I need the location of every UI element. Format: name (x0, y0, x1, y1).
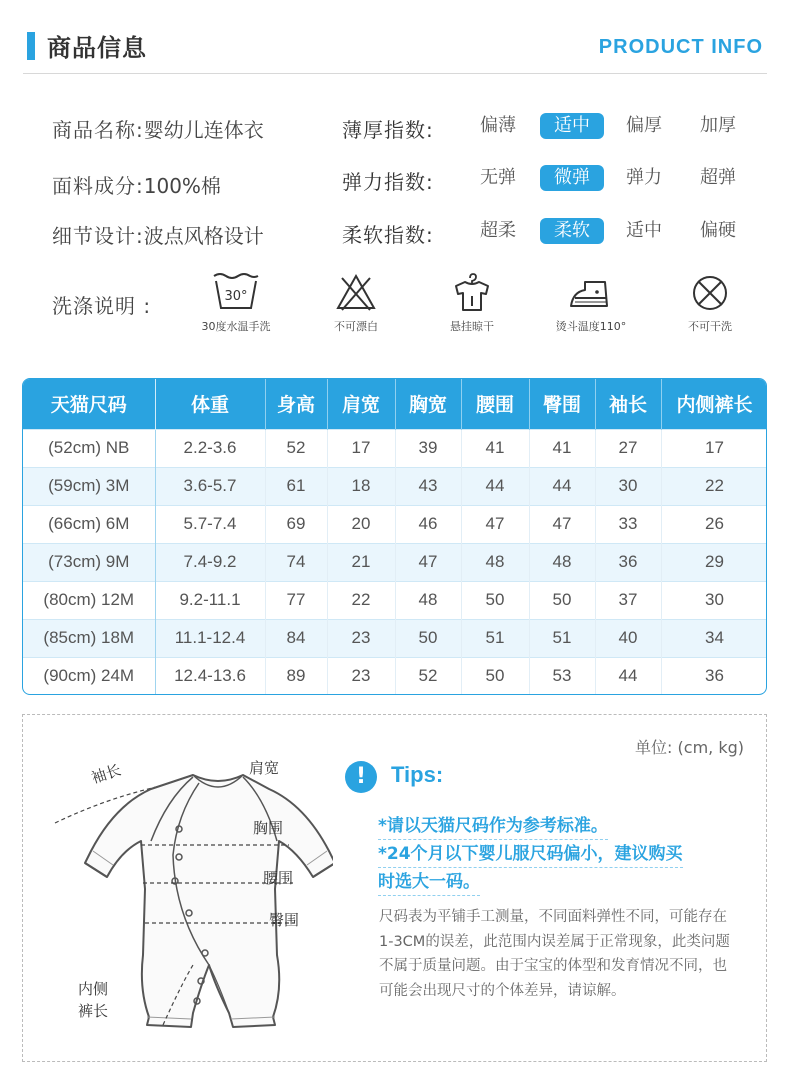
table-cell: 21 (327, 543, 395, 581)
table-cell: 47 (395, 543, 461, 581)
table-cell: 44 (595, 657, 661, 695)
wash-caption: 烫斗温度110° (555, 320, 627, 333)
table-cell: 50 (461, 657, 529, 695)
chest-label: 胸围 (253, 819, 284, 837)
table-row (23, 543, 767, 581)
section-header (23, 22, 767, 74)
table-cell: 33 (595, 505, 661, 543)
table-cell: 50 (461, 581, 529, 619)
detail-key: 细节设计: (52, 224, 144, 248)
table-cell: 23 (327, 657, 395, 695)
table-cell: 30 (661, 581, 767, 619)
fabric-value: 100%棉 (143, 174, 221, 198)
thickness-option-selected: 适中 (540, 113, 604, 139)
column-header: 体重 (155, 379, 265, 429)
table-cell: 44 (461, 467, 529, 505)
section-title-en: PRODUCT INFO (598, 36, 763, 58)
table-cell: 52 (395, 657, 461, 695)
iron-icon (567, 272, 615, 312)
table-cell: 23 (327, 619, 395, 657)
detail-row (52, 220, 264, 249)
column-header: 腰围 (461, 379, 529, 429)
table-cell: 17 (327, 429, 395, 467)
table-cell: 7.4-9.2 (155, 543, 265, 581)
softness-option: 偏硬 (700, 220, 736, 241)
tips-note: 尺码表为平铺手工测量，不同面料弹性不同，可能存在1-3CM的误差，此范围内误差属于正常现象，此类问题不属于质量问题。由于宝宝的体型和发育情况不同，也可能会出现尺寸的个体差异，请谅解。 (379, 909, 730, 999)
table-row (23, 505, 767, 543)
table-cell: 18 (327, 467, 395, 505)
table-cell: 69 (265, 505, 327, 543)
wash-caption: 悬挂晾干 (450, 320, 494, 333)
wash-caption: 30度水温手洗 (201, 320, 271, 333)
tip-line: 时选大一码。 (378, 867, 480, 896)
section-title: 商品信息 (47, 34, 147, 62)
table-cell: 77 (265, 581, 327, 619)
column-header: 内侧裤长 (661, 379, 767, 429)
table-cell: 3.6-5.7 (155, 467, 265, 505)
washing-label: 洗涤说明 : (52, 294, 152, 318)
column-header: 身高 (265, 379, 327, 429)
table-cell: 74 (265, 543, 327, 581)
size-cell: (73cm) 9M (23, 543, 155, 581)
table-cell: 43 (395, 467, 461, 505)
table-cell: 26 (661, 505, 767, 543)
table-cell: 2.2-3.6 (155, 429, 265, 467)
wash-30-icon (212, 272, 260, 312)
wash-item (186, 272, 286, 334)
table-cell: 27 (595, 429, 661, 467)
table-cell: 5.7-7.4 (155, 505, 265, 543)
table-cell: 51 (461, 619, 529, 657)
table-cell: 84 (265, 619, 327, 657)
table-cell: 48 (461, 543, 529, 581)
table-cell: 48 (395, 581, 461, 619)
wash-caption: 不可干洗 (688, 320, 732, 333)
size-table (22, 378, 767, 695)
wash-item (541, 272, 641, 334)
fabric-key: 面料成分: (52, 174, 144, 198)
exclamation-icon: ! (345, 761, 377, 793)
tip-line: *请以天猫尺码作为参考标准。 (378, 811, 608, 840)
size-cell: (90cm) 24M (23, 657, 155, 695)
product-name-row (52, 114, 264, 143)
tip-line: *24个月以下婴儿服尺码偏小，建议购买 (378, 839, 683, 868)
thickness-label: 薄厚指数: (342, 118, 434, 142)
table-cell: 30 (595, 467, 661, 505)
softness-label: 柔软指数: (342, 223, 434, 247)
hang-dry-icon (448, 272, 496, 312)
detail-value: 波点风格设计 (143, 224, 264, 248)
table-cell: 52 (265, 429, 327, 467)
table-cell: 39 (395, 429, 461, 467)
inseam-label-1: 内侧 (78, 980, 109, 998)
table-cell: 22 (327, 581, 395, 619)
thickness-option: 偏薄 (480, 115, 516, 136)
wash-temp-text: 30° (224, 289, 248, 304)
table-cell: 17 (661, 429, 767, 467)
shoulder-label: 肩宽 (249, 759, 280, 777)
table-cell: 37 (595, 581, 661, 619)
column-header: 胸宽 (395, 379, 461, 429)
table-cell: 12.4-13.6 (155, 657, 265, 695)
table-cell: 40 (595, 619, 661, 657)
fabric-row (52, 170, 221, 199)
wash-item (306, 272, 406, 334)
softness-option: 超柔 (480, 220, 516, 241)
size-cell: (59cm) 3M (23, 467, 155, 505)
size-cell: (66cm) 6M (23, 505, 155, 543)
table-cell: 61 (265, 467, 327, 505)
table-row (23, 429, 767, 467)
elasticity-option: 超弹 (700, 167, 736, 188)
column-header: 袖长 (595, 379, 661, 429)
column-header: 肩宽 (327, 379, 395, 429)
elasticity-option-selected: 微弹 (540, 165, 604, 191)
table-header-row (23, 379, 767, 429)
wash-item (660, 272, 760, 334)
table-cell: 50 (529, 581, 595, 619)
table-cell: 47 (529, 505, 595, 543)
table-cell: 36 (661, 657, 767, 695)
table-cell: 48 (529, 543, 595, 581)
table-cell: 11.1-12.4 (155, 619, 265, 657)
column-header: 天猫尺码 (23, 379, 155, 429)
thickness-option: 偏厚 (626, 115, 662, 136)
waist-label: 腰围 (263, 869, 294, 887)
table-cell: 36 (595, 543, 661, 581)
sleeve-label: 袖长 (89, 760, 124, 788)
wash-caption: 不可漂白 (334, 320, 378, 333)
softness-option-selected: 柔软 (540, 218, 604, 244)
table-cell: 34 (661, 619, 767, 657)
column-header: 臀围 (529, 379, 595, 429)
table-cell: 47 (461, 505, 529, 543)
size-guide-box (22, 714, 767, 1062)
table-cell: 51 (529, 619, 595, 657)
hip-label: 臀围 (269, 911, 300, 929)
tips-title: Tips: (391, 762, 444, 787)
table-row (23, 619, 767, 657)
size-cell: (80cm) 12M (23, 581, 155, 619)
size-cell: (85cm) 18M (23, 619, 155, 657)
size-cell: (52cm) NB (23, 429, 155, 467)
table-cell: 29 (661, 543, 767, 581)
table-cell: 46 (395, 505, 461, 543)
table-cell: 41 (461, 429, 529, 467)
elasticity-option: 弹力 (626, 167, 662, 188)
elasticity-option: 无弹 (480, 167, 516, 188)
table-cell: 50 (395, 619, 461, 657)
no-bleach-icon (332, 272, 380, 312)
table-row (23, 657, 767, 695)
product-name-key: 商品名称: (52, 118, 144, 142)
table-cell: 22 (661, 467, 767, 505)
table-cell: 20 (327, 505, 395, 543)
header-accent-bar (27, 32, 35, 60)
softness-option: 适中 (626, 220, 662, 241)
table-cell: 53 (529, 657, 595, 695)
product-name-value: 婴幼儿连体衣 (143, 118, 264, 142)
inseam-label-2: 裤长 (78, 1002, 109, 1020)
no-dry-clean-icon (686, 272, 734, 312)
table-cell: 44 (529, 467, 595, 505)
table-row (23, 467, 767, 505)
elasticity-label: 弹力指数: (342, 170, 434, 194)
table-row (23, 581, 767, 619)
thickness-option: 加厚 (700, 115, 736, 136)
unit-text: 单位: (cm, kg) (635, 738, 744, 757)
wash-item (422, 272, 522, 334)
table-cell: 9.2-11.1 (155, 581, 265, 619)
table-cell: 89 (265, 657, 327, 695)
table-cell: 41 (529, 429, 595, 467)
